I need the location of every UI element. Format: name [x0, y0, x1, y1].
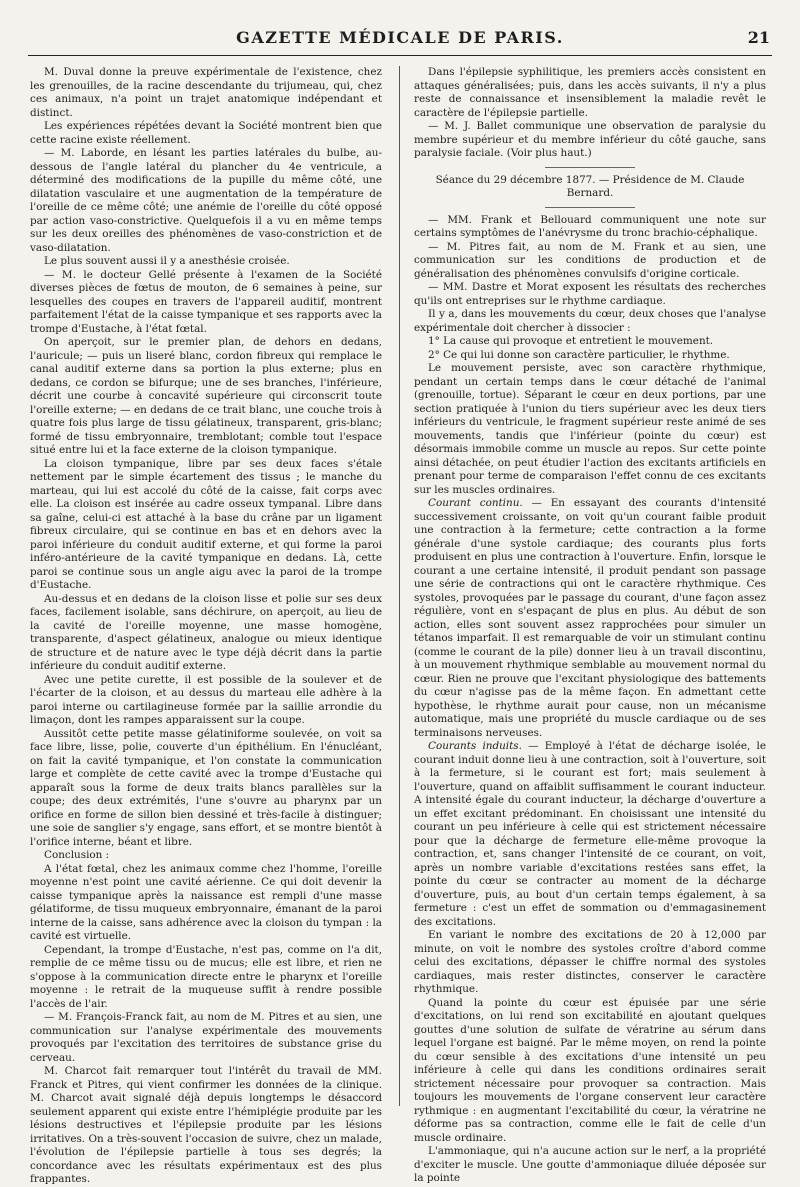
paragraph: 1° La cause qui provoque et entretient le mouvement. — [428, 335, 714, 347]
paragraph: Conclusion : — [44, 849, 110, 861]
paragraph: M. Duval donne la preuve expérimentale de l'existence, chez les grenouilles, de la racine descendante du trijumeau, qui, chez ces animaux, n'a point un trajet anatomique indépendant et distinct. — [30, 66, 382, 119]
paragraph: Aussitôt cette petite masse gélatiniforme soulevée, on voit sa face libre, lisse, polie, couverte d'un épithélium. En l'énucléant, on fait la cavité tympanique, et l'on constate la communication large et complète de cette cavité avec la trompe d'Eustache qui apparaît sous la forme de deux traits blancs parallèles sur la coupe; des deux extrémités, l'une s'ouvre au pharynx par un orifice en forme de sillon bien dessiné et très-facile à distinguer; une soie de sanglier s'y engage, sans effort, et se montre bientôt à l'orifice interne, béant et libre. — [30, 727, 382, 848]
paragraph: — MM. Frank et Bellouard communiquent une note sur certains symptômes de l'anévrysme du tronc brachio-céphalique. — [414, 213, 766, 239]
column-divider — [399, 66, 400, 1106]
subsection-title: Courants induits. — [428, 740, 522, 752]
paragraph — [414, 497, 766, 740]
paragraph: Au-dessus et en dedans de la cloison lisse et polie sur ses deux faces, facilement isolable, sans déchirure, on aperçoit, au lieu de la cavité de l'oreille moyenne, une masse homogène, transparente, d'aspect gélatineux, analogue ou mieux identique de structure et de nature avec le type déjà décrit dans la partie inférieure du conduit auditif externe. — [30, 592, 382, 672]
paragraph: 2° Ce qui lui donne son caractère particulier, le rhythme. — [428, 348, 730, 361]
paragraph: — M. Pitres fait, au nom de M. Frank et au sien, une communication sur les conditions de production et de généralisation des phénomènes convulsifs d'origine corticale. — [414, 240, 766, 280]
paragraph: Les expériences répétées devant la Société montrent bien que cette racine existe réellement. — [30, 120, 382, 146]
paragraph: Il y a, dans les mouvements du cœur, deux choses que l'analyse expérimentale doit chercher à dissocier : — [414, 308, 766, 334]
paragraph: Quand la pointe du cœur est épuisée par une série d'excitations, on lui rend son excitabilité en ajoutant quelques gouttes d'une solution de sulfate de vératrine au sérum dans lequel l'organe est baigné. Par le même moyen, on rend la pointe du cœur sensible à des excitations d'une intensité un peu inférieure à celle qui dans les conditions ordinaires serait strictement nécessaire pour provoquer sa contraction. Mais toujours les mouvements de l'organe conservent leur caractère rythmique : en augmentant l'excitabilité du cœur, la vératrine ne déforme pas sa contraction, comme elle le fait de celle d'un muscle ordinaire. — [414, 996, 766, 1144]
paragraph: L'ammoniaque, qui n'a aucune action sur le nerf, a la propriété d'exciter le muscle. Une goutte d'ammoniaque diluée déposée sur la pointe — [414, 1145, 766, 1184]
session-heading: Séance du 29 décembre 1877. — Présidence de M. Claude Bernard. — [435, 173, 745, 199]
paragraph: — M. J. Ballet communique une observation de paralysie du membre supérieur et du membre inférieur du côté gauche, sans paralysie faciale. (Voir plus haut.) — [414, 120, 766, 159]
paragraph: On aperçoit, sur le premier plan, de dehors en dedans, l'auricule; — puis un liseré blanc, cordon fibreux qui remplace le canal auditif externe dans sa portion la plus externe; plus en dedans, ce cordon se bifurque; une de ses branches, l'inférieure, décrit une courbe à concavité supérieure qui circonscrit toute l'oreille externe; — en dedans de ce trait blanc, une couche trois à quatre fois plus large de tissu gélatineux, transparent, gris-blanc; formé de tissu embryonnaire, tremblotant; comble tout l'espace situé entre lui et la face externe de la cloison tympanique. — [30, 336, 382, 456]
paragraph: — M. le docteur Gellé présente à l'examen de la Société diverses pièces de fœtus de mouton, de 6 semaines à peine, sur lesquelles des coupes en travers de l'appareil auditif, montrent parfaitement l'état de la caisse tympanique et ses rapports avec la trompe d'Eustache, à l'état fœtal. — [30, 268, 382, 335]
paragraph: Le plus souvent aussi il y a anesthésie croisée. — [44, 255, 290, 267]
paragraph: Dans l'épilepsie syphilitique, les premiers accès consistent en attaques généralisées; puis, dans les accès suivants, il n'y a plus reste de connaissance et insensiblement la maladie revêt le caractère de l'épilepsie partielle. — [414, 66, 766, 119]
paragraph-text: — Employé à l'état de décharge isolée, le courant induit donne lieu à une contraction, soit à l'ouverture, soit à la fermeture, si le courant est fort; mais seulement à l'ouverture, quand on affaiblit suffisamment le courant inducteur. A intensité égale du courant inducteur, la décharge d'ouverture a un effet excitant prédominant. En choisissant une intensité du courant un peu inférieure à celle qui est strictement nécessaire pour que la décharge de fermeture elle-même provoque la contraction, et, sans changer l'intensité de ce courant, on voit, après un nombre variable d'excitations restées sans effet, la pointe du cœur se contracter au moment de la décharge d'ouverture, puis, au bout d'un certain temps également, à sa fermeture : c'est un effet de sommation ou d'emmagasinement des excitations. — [414, 740, 766, 928]
paragraph — [414, 740, 766, 929]
paragraph: M. Charcot fait remarquer tout l'intérêt du travail de MM. Franck et Pitres, qui vient confirmer les données de la clinique. M. Charcot avait signalé déjà depuis longtemps le désaccord seulement apparent qui existe entre l'hémiplégie produite par les lésions destructives et l'épilepsie produite par les lésions irritatives. On a très-souvent l'occasion de suivre, chez un malade, l'évolution de l'épilepsie partielle à tous ses degrés; la concordance avec les résultats expérimentaux est des plus frappantes. — [30, 1065, 382, 1185]
paragraph: Avec une petite curette, il est possible de la soulever et de l'écarter de la cloison, et au dessus du marteau elle adhère à la paroi interne ou cartilagineuse formée par la saillie arrondie du limaçon, dont les rampes apparaissent sur la coupe. — [30, 673, 382, 726]
paragraph: — M. Laborde, en lésant les parties latérales du bulbe, au-dessous de l'angle latéral du plancher du 4e ventricule, a déterminé des modifications de la pupille du même côté, une dilatation vasculaire et une augmentation de la température de l'oreille de ce même côté; une anémie de l'oreille du côté opposé par action vaso-constrictive. Quelquefois il a vu en même temps sur les deux oreilles des phénomènes de vaso-constriction et de vaso-dilatation. — [30, 147, 382, 254]
paragraph: En variant le nombre des excitations de 20 à 12,000 par minute, on voit le nombre des systoles croître d'abord comme celui des excitations, dépasser le chiffre normal des systoles cardiaques, mais rester distinctes, conserver le caractère rhythmique. — [414, 929, 766, 995]
left-column — [30, 66, 382, 1185]
paragraph: La cloison tympanique, libre par ses deux faces s'étale nettement par le simple écartement des tissus ; le manche du marteau, qui lui est accolé du côté de la caisse, fait corps avec elle. La cloison est insérée au cadre osseux tympanal. Libre dans sa gaîne, celui-ci est attaché à la base du crâne par un ligament fibreux circulaire, qui se continue en bas et en dehors avec la paroi inférieure du conduit auditif externe, et qui forme la paroi inféro-antérieure de la cavité tympanique en dedans. Là, cette paroi se continue sous un angle aigu avec la paroi de la trompe d'Eustache. — [30, 457, 382, 591]
page-header — [0, 28, 800, 52]
paragraph: Cependant, la trompe d'Eustache, n'est pas, comme on l'a dit, remplie de ce même tissu ou de mucus; elle est libre, et rien ne s'oppose à la communication directe entre le pharynx et l'oreille moyenne : le retrait de la muqueuse suffit à rendre possible l'accès de l'air. — [30, 943, 382, 1010]
subsection-title: Courant continu. — [428, 497, 523, 509]
section-separator — [545, 207, 635, 208]
journal-title: GAZETTE MÉDICALE DE PARIS. — [236, 28, 564, 47]
paragraph-text: — En essayant des courants d'intensité successivement croissante, on voit qu'un courant faible produit une contraction à la fermeture; cette contraction a la forme générale d'une systole cardiaque; des courants plus forts produisent en plus une contraction à l'ouverture. Enfin, lorsque le courant a une certaine intensité, il produit pendant son passage une série de contractions qui ont le caractère rhythmique. Ces systoles, provoquées par le passage du courant, d'une façon assez régulière, vont en s'espaçant de plus en plus. Au début de son action, elles sont souvent assez rapprochées pour simuler un tétanos imparfait. Il est remarquable de voir un stimulant continu (comme le courant de la pile) donner lieu à un travail discontinu, à un mouvement rhythmique semblable au mouvement normal du cœur. Rien ne prouve que l'excitant physiologique des battements du cœur n'agisse pas de la même façon. En admettant cette hypothèse, le rhythme aurait pour cause, non un mécanisme automatique, mais une propriété du muscle cardiaque ou de ses terminaisons nerveuses. — [414, 497, 766, 739]
header-rule — [28, 55, 772, 56]
page-number: 21 — [747, 28, 770, 47]
paragraph: — M. François-Franck fait, au nom de M. Pitres et au sien, une communication sur l'analyse expérimentale des mouvements provoqués par l'excitation des territoires de substance grise du cerveau. — [30, 1011, 382, 1064]
paragraph: — MM. Dastre et Morat exposent les résultats des recherches qu'ils ont entreprises sur le rhythme cardiaque. — [414, 281, 766, 307]
paragraph: Le mouvement persiste, avec son caractère rhythmique, pendant un certain temps dans le cœur détaché de l'animal (grenouille, tortue). Séparant le cœur en deux portions, par une section pratiquée à l'union du tiers supérieur avec les deux tiers inférieurs du ventricule, le fragment supérieur reste animé de ses mouvements, tandis que l'inférieur (pointe du cœur) est désormais immobile comme un muscle au repos. Sur cette pointe ainsi détachée, on peut étudier l'action des excitants artificiels en prenant pour terme de comparaison l'effet connu de ces excitants sur les muscles ordinaires. — [414, 362, 766, 496]
right-column — [414, 66, 766, 1184]
section-separator — [545, 167, 635, 168]
paragraph: A l'état fœtal, chez les animaux comme chez l'homme, l'oreille moyenne n'est point une cavité aérienne. Ce qui doit devenir la caisse tympanique après la naissance est rempli d'une masse gélatiforme, de tissu muqueux embryonnaire, émanant de la paroi interne de la caisse, sans adhérence avec la cloison du tympan : la cavité est virtuelle. — [30, 862, 382, 942]
